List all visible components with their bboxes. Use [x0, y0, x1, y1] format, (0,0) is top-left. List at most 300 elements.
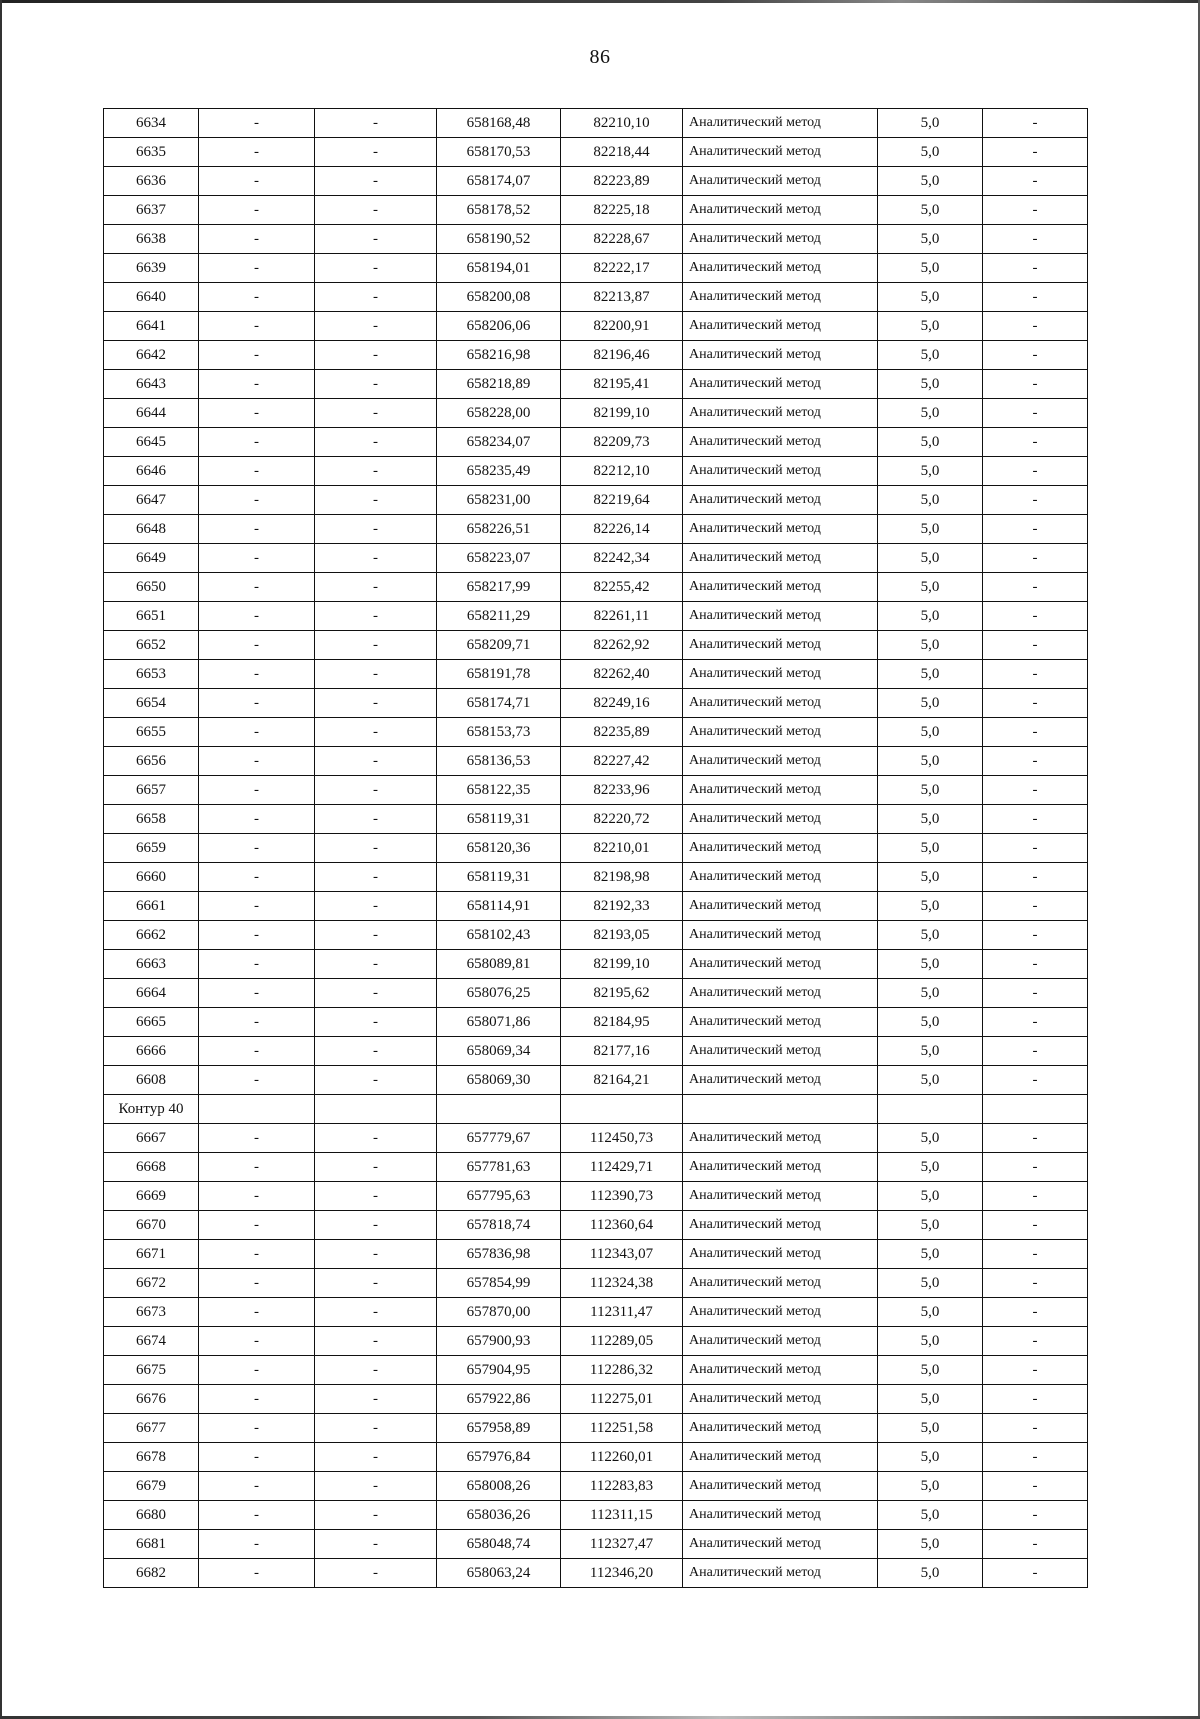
- y-old-cell: -: [315, 428, 437, 457]
- x-old-cell: -: [199, 1269, 315, 1298]
- table-row: [104, 196, 1088, 225]
- method-cell: Аналитический метод: [683, 254, 878, 283]
- description-cell: -: [983, 1414, 1088, 1443]
- method-cell: Аналитический метод: [683, 863, 878, 892]
- y-coordinate-cell: 82198,98: [561, 863, 683, 892]
- method-cell: Аналитический метод: [683, 1182, 878, 1211]
- method-cell: Аналитический метод: [683, 1559, 878, 1588]
- table-row: [104, 1182, 1088, 1211]
- x-old-cell: -: [199, 1066, 315, 1095]
- y-coordinate-cell: 82177,16: [561, 1037, 683, 1066]
- y-coordinate-cell: 112260,01: [561, 1443, 683, 1472]
- description-cell: -: [983, 225, 1088, 254]
- accuracy-cell: 5,0: [878, 428, 983, 457]
- point-number-cell: 6675: [104, 1356, 199, 1385]
- description-cell: [983, 1095, 1088, 1124]
- description-cell: -: [983, 486, 1088, 515]
- accuracy-cell: 5,0: [878, 515, 983, 544]
- x-old-cell: -: [199, 747, 315, 776]
- x-coordinate-cell: 658235,49: [437, 457, 561, 486]
- table-row: [104, 1472, 1088, 1501]
- x-old-cell: -: [199, 718, 315, 747]
- y-old-cell: -: [315, 1443, 437, 1472]
- y-old-cell: -: [315, 167, 437, 196]
- x-coordinate-cell: 657779,67: [437, 1124, 561, 1153]
- table-row: [104, 283, 1088, 312]
- x-coordinate-cell: 658200,08: [437, 283, 561, 312]
- accuracy-cell: 5,0: [878, 544, 983, 573]
- y-old-cell: -: [315, 1472, 437, 1501]
- x-coordinate-cell: 658211,29: [437, 602, 561, 631]
- description-cell: -: [983, 689, 1088, 718]
- y-old-cell: -: [315, 196, 437, 225]
- table-row: [104, 1443, 1088, 1472]
- y-coordinate-cell: 112311,47: [561, 1298, 683, 1327]
- point-number-cell: 6660: [104, 863, 199, 892]
- x-old-cell: -: [199, 631, 315, 660]
- x-coordinate-cell: 658170,53: [437, 138, 561, 167]
- accuracy-cell: 5,0: [878, 573, 983, 602]
- y-old-cell: -: [315, 1356, 437, 1385]
- description-cell: -: [983, 863, 1088, 892]
- y-old-cell: -: [315, 718, 437, 747]
- method-cell: Аналитический метод: [683, 921, 878, 950]
- x-old-cell: -: [199, 573, 315, 602]
- description-cell: -: [983, 1182, 1088, 1211]
- accuracy-cell: 5,0: [878, 776, 983, 805]
- x-old-cell: -: [199, 1124, 315, 1153]
- table-row: [104, 660, 1088, 689]
- point-number-cell: 6658: [104, 805, 199, 834]
- description-cell: -: [983, 457, 1088, 486]
- y-coordinate-cell: 82242,34: [561, 544, 683, 573]
- accuracy-cell: 5,0: [878, 341, 983, 370]
- table-row: [104, 834, 1088, 863]
- method-cell: Аналитический метод: [683, 1124, 878, 1153]
- y-old-cell: -: [315, 660, 437, 689]
- y-coordinate-cell: 82196,46: [561, 341, 683, 370]
- accuracy-cell: 5,0: [878, 1356, 983, 1385]
- description-cell: -: [983, 1153, 1088, 1182]
- y-old-cell: -: [315, 1385, 437, 1414]
- point-number-cell: 6671: [104, 1240, 199, 1269]
- x-coordinate-cell: 658036,26: [437, 1501, 561, 1530]
- y-coordinate-cell: 112251,58: [561, 1414, 683, 1443]
- x-coordinate-cell: 658218,89: [437, 370, 561, 399]
- method-cell: Аналитический метод: [683, 689, 878, 718]
- method-cell: Аналитический метод: [683, 428, 878, 457]
- y-coordinate-cell: 82193,05: [561, 921, 683, 950]
- description-cell: -: [983, 254, 1088, 283]
- description-cell: -: [983, 1211, 1088, 1240]
- x-old-cell: -: [199, 341, 315, 370]
- accuracy-cell: 5,0: [878, 1385, 983, 1414]
- description-cell: -: [983, 1066, 1088, 1095]
- description-cell: -: [983, 631, 1088, 660]
- description-cell: -: [983, 1472, 1088, 1501]
- x-old-cell: -: [199, 109, 315, 138]
- accuracy-cell: 5,0: [878, 1037, 983, 1066]
- table-row: [104, 1559, 1088, 1588]
- description-cell: -: [983, 1530, 1088, 1559]
- x-coordinate-cell: 658174,71: [437, 689, 561, 718]
- x-old-cell: -: [199, 457, 315, 486]
- y-coordinate-cell: 82233,96: [561, 776, 683, 805]
- point-number-cell: 6608: [104, 1066, 199, 1095]
- x-coordinate-cell: 658223,07: [437, 544, 561, 573]
- point-number-cell: 6668: [104, 1153, 199, 1182]
- accuracy-cell: 5,0: [878, 805, 983, 834]
- point-number-cell: 6650: [104, 573, 199, 602]
- description-cell: -: [983, 1356, 1088, 1385]
- description-cell: -: [983, 283, 1088, 312]
- point-number-cell: 6653: [104, 660, 199, 689]
- table-row: [104, 1066, 1088, 1095]
- y-old-cell: -: [315, 602, 437, 631]
- description-cell: -: [983, 834, 1088, 863]
- y-old-cell: -: [315, 805, 437, 834]
- point-number-cell: 6652: [104, 631, 199, 660]
- x-old-cell: -: [199, 1472, 315, 1501]
- y-old-cell: -: [315, 515, 437, 544]
- table-row: [104, 167, 1088, 196]
- method-cell: Аналитический метод: [683, 950, 878, 979]
- method-cell: Аналитический метод: [683, 1443, 878, 1472]
- description-cell: -: [983, 718, 1088, 747]
- point-number-cell: 6646: [104, 457, 199, 486]
- y-old-cell: -: [315, 1066, 437, 1095]
- method-cell: Аналитический метод: [683, 834, 878, 863]
- accuracy-cell: 5,0: [878, 1008, 983, 1037]
- accuracy-cell: 5,0: [878, 225, 983, 254]
- scan-edge-left: [0, 0, 2, 1719]
- accuracy-cell: 5,0: [878, 1414, 983, 1443]
- x-old-cell: -: [199, 1530, 315, 1559]
- description-cell: -: [983, 515, 1088, 544]
- y-coordinate-cell: 82219,64: [561, 486, 683, 515]
- y-coordinate-cell: 82213,87: [561, 283, 683, 312]
- x-old-cell: -: [199, 138, 315, 167]
- method-cell: Аналитический метод: [683, 283, 878, 312]
- point-number-cell: 6682: [104, 1559, 199, 1588]
- description-cell: -: [983, 167, 1088, 196]
- table-row: [104, 1240, 1088, 1269]
- y-coordinate-cell: 112275,01: [561, 1385, 683, 1414]
- x-old-cell: -: [199, 1153, 315, 1182]
- y-old-cell: -: [315, 1269, 437, 1298]
- table-row: [104, 631, 1088, 660]
- point-number-cell: 6637: [104, 196, 199, 225]
- point-number-cell: 6640: [104, 283, 199, 312]
- x-old-cell: -: [199, 602, 315, 631]
- y-old-cell: -: [315, 747, 437, 776]
- point-number-cell: 6676: [104, 1385, 199, 1414]
- x-coordinate-cell: 658119,31: [437, 805, 561, 834]
- y-coordinate-cell: 82223,89: [561, 167, 683, 196]
- y-coordinate-cell: 82262,92: [561, 631, 683, 660]
- y-coordinate-cell: 82228,67: [561, 225, 683, 254]
- description-cell: -: [983, 1008, 1088, 1037]
- y-old-cell: -: [315, 892, 437, 921]
- y-coordinate-cell: 112360,64: [561, 1211, 683, 1240]
- point-number-cell: 6680: [104, 1501, 199, 1530]
- method-cell: Аналитический метод: [683, 1327, 878, 1356]
- method-cell: Аналитический метод: [683, 892, 878, 921]
- x-coordinate-cell: 658228,00: [437, 399, 561, 428]
- accuracy-cell: 5,0: [878, 1530, 983, 1559]
- table-row: [104, 341, 1088, 370]
- point-number-cell: 6661: [104, 892, 199, 921]
- point-number-cell: 6636: [104, 167, 199, 196]
- description-cell: -: [983, 1559, 1088, 1588]
- method-cell: Аналитический метод: [683, 457, 878, 486]
- table-row: [104, 486, 1088, 515]
- y-coordinate-cell: 112286,32: [561, 1356, 683, 1385]
- x-coordinate-cell: 658174,07: [437, 167, 561, 196]
- point-number-cell: 6634: [104, 109, 199, 138]
- y-coordinate-cell: 82210,10: [561, 109, 683, 138]
- table-row: [104, 1414, 1088, 1443]
- table-row: [104, 1037, 1088, 1066]
- accuracy-cell: 5,0: [878, 602, 983, 631]
- point-number-cell: 6679: [104, 1472, 199, 1501]
- table-row: [104, 312, 1088, 341]
- x-old-cell: -: [199, 486, 315, 515]
- point-number-cell: 6638: [104, 225, 199, 254]
- y-coordinate-cell: 82199,10: [561, 399, 683, 428]
- method-cell: Аналитический метод: [683, 1414, 878, 1443]
- x-coordinate-cell: 658114,91: [437, 892, 561, 921]
- y-old-cell: -: [315, 254, 437, 283]
- y-old-cell: -: [315, 544, 437, 573]
- accuracy-cell: 5,0: [878, 399, 983, 428]
- description-cell: -: [983, 1037, 1088, 1066]
- method-cell: Аналитический метод: [683, 196, 878, 225]
- point-number-cell: 6670: [104, 1211, 199, 1240]
- x-old-cell: -: [199, 544, 315, 573]
- x-old-cell: -: [199, 660, 315, 689]
- description-cell: -: [983, 1327, 1088, 1356]
- table-row: [104, 225, 1088, 254]
- x-coordinate-cell: 657854,99: [437, 1269, 561, 1298]
- x-coordinate-cell: 658206,06: [437, 312, 561, 341]
- x-coordinate-cell: [437, 1095, 561, 1124]
- y-coordinate-cell: 82261,11: [561, 602, 683, 631]
- y-coordinate-cell: 112450,73: [561, 1124, 683, 1153]
- accuracy-cell: 5,0: [878, 167, 983, 196]
- accuracy-cell: 5,0: [878, 1269, 983, 1298]
- method-cell: Аналитический метод: [683, 515, 878, 544]
- method-cell: Аналитический метод: [683, 1211, 878, 1240]
- method-cell: Аналитический метод: [683, 544, 878, 573]
- x-old-cell: -: [199, 776, 315, 805]
- x-coordinate-cell: 658217,99: [437, 573, 561, 602]
- method-cell: Аналитический метод: [683, 312, 878, 341]
- y-coordinate-cell: 82200,91: [561, 312, 683, 341]
- coordinates-table-body: [104, 109, 1088, 1588]
- x-coordinate-cell: 658119,31: [437, 863, 561, 892]
- point-number-cell: 6663: [104, 950, 199, 979]
- method-cell: Аналитический метод: [683, 979, 878, 1008]
- table-row: [104, 602, 1088, 631]
- description-cell: -: [983, 1501, 1088, 1530]
- method-cell: Аналитический метод: [683, 602, 878, 631]
- accuracy-cell: 5,0: [878, 1443, 983, 1472]
- x-old-cell: -: [199, 1327, 315, 1356]
- table-row: [104, 544, 1088, 573]
- x-old-cell: -: [199, 689, 315, 718]
- y-old-cell: -: [315, 1153, 437, 1182]
- x-old-cell: -: [199, 1385, 315, 1414]
- y-old-cell: -: [315, 1211, 437, 1240]
- table-row: [104, 1385, 1088, 1414]
- x-coordinate-cell: 658089,81: [437, 950, 561, 979]
- table-row: [104, 1298, 1088, 1327]
- x-old-cell: -: [199, 1414, 315, 1443]
- point-number-cell: 6651: [104, 602, 199, 631]
- y-old-cell: -: [315, 689, 437, 718]
- accuracy-cell: 5,0: [878, 979, 983, 1008]
- table-row: [104, 1501, 1088, 1530]
- y-coordinate-cell: 82184,95: [561, 1008, 683, 1037]
- accuracy-cell: 5,0: [878, 689, 983, 718]
- x-old-cell: -: [199, 167, 315, 196]
- y-old-cell: -: [315, 225, 437, 254]
- x-coordinate-cell: 657958,89: [437, 1414, 561, 1443]
- y-coordinate-cell: 82164,21: [561, 1066, 683, 1095]
- accuracy-cell: 5,0: [878, 1182, 983, 1211]
- accuracy-cell: 5,0: [878, 747, 983, 776]
- x-coordinate-cell: 658153,73: [437, 718, 561, 747]
- x-old-cell: [199, 1095, 315, 1124]
- x-old-cell: -: [199, 979, 315, 1008]
- y-coordinate-cell: 112283,83: [561, 1472, 683, 1501]
- point-number-cell: 6667: [104, 1124, 199, 1153]
- table-row: [104, 457, 1088, 486]
- description-cell: -: [983, 1385, 1088, 1414]
- point-number-cell: 6659: [104, 834, 199, 863]
- y-old-cell: -: [315, 1298, 437, 1327]
- x-old-cell: -: [199, 1356, 315, 1385]
- description-cell: -: [983, 312, 1088, 341]
- point-number-cell: 6635: [104, 138, 199, 167]
- point-number-cell: 6672: [104, 1269, 199, 1298]
- description-cell: -: [983, 1269, 1088, 1298]
- accuracy-cell: 5,0: [878, 1472, 983, 1501]
- method-cell: Аналитический метод: [683, 109, 878, 138]
- table-row: [104, 776, 1088, 805]
- x-old-cell: -: [199, 1443, 315, 1472]
- x-coordinate-cell: 657904,95: [437, 1356, 561, 1385]
- description-cell: -: [983, 544, 1088, 573]
- y-old-cell: -: [315, 631, 437, 660]
- x-old-cell: -: [199, 196, 315, 225]
- accuracy-cell: 5,0: [878, 718, 983, 747]
- x-old-cell: -: [199, 1008, 315, 1037]
- x-coordinate-cell: 658226,51: [437, 515, 561, 544]
- y-old-cell: -: [315, 1240, 437, 1269]
- description-cell: -: [983, 747, 1088, 776]
- x-coordinate-cell: 657781,63: [437, 1153, 561, 1182]
- y-old-cell: -: [315, 921, 437, 950]
- y-coordinate-cell: 82255,42: [561, 573, 683, 602]
- description-cell: -: [983, 399, 1088, 428]
- x-old-cell: -: [199, 892, 315, 921]
- description-cell: -: [983, 892, 1088, 921]
- x-coordinate-cell: 657870,00: [437, 1298, 561, 1327]
- x-coordinate-cell: 658071,86: [437, 1008, 561, 1037]
- point-number-cell: 6666: [104, 1037, 199, 1066]
- accuracy-cell: 5,0: [878, 312, 983, 341]
- x-coordinate-cell: 658122,35: [437, 776, 561, 805]
- description-cell: -: [983, 1298, 1088, 1327]
- accuracy-cell: 5,0: [878, 1501, 983, 1530]
- method-cell: Аналитический метод: [683, 1269, 878, 1298]
- description-cell: -: [983, 921, 1088, 950]
- y-coordinate-cell: 112311,15: [561, 1501, 683, 1530]
- table-row: [104, 1356, 1088, 1385]
- table-row: [104, 399, 1088, 428]
- description-cell: -: [983, 196, 1088, 225]
- y-old-cell: [315, 1095, 437, 1124]
- y-coordinate-cell: 82220,72: [561, 805, 683, 834]
- x-old-cell: -: [199, 254, 315, 283]
- point-number-cell: 6639: [104, 254, 199, 283]
- x-old-cell: -: [199, 834, 315, 863]
- point-number-cell: 6647: [104, 486, 199, 515]
- method-cell: [683, 1095, 878, 1124]
- y-old-cell: -: [315, 1008, 437, 1037]
- description-cell: -: [983, 950, 1088, 979]
- table-row: [104, 921, 1088, 950]
- description-cell: -: [983, 138, 1088, 167]
- point-number-cell: 6645: [104, 428, 199, 457]
- y-coordinate-cell: 112343,07: [561, 1240, 683, 1269]
- method-cell: Аналитический метод: [683, 1240, 878, 1269]
- x-coordinate-cell: 658069,30: [437, 1066, 561, 1095]
- table-row: [104, 1153, 1088, 1182]
- method-cell: Аналитический метод: [683, 747, 878, 776]
- description-cell: -: [983, 1443, 1088, 1472]
- y-coordinate-cell: 82235,89: [561, 718, 683, 747]
- x-coordinate-cell: 658209,71: [437, 631, 561, 660]
- description-cell: -: [983, 602, 1088, 631]
- y-old-cell: -: [315, 312, 437, 341]
- y-coordinate-cell: 82199,10: [561, 950, 683, 979]
- x-coordinate-cell: 658063,24: [437, 1559, 561, 1588]
- y-old-cell: -: [315, 1182, 437, 1211]
- table-row: [104, 1327, 1088, 1356]
- method-cell: Аналитический метод: [683, 1008, 878, 1037]
- accuracy-cell: 5,0: [878, 834, 983, 863]
- y-coordinate-cell: 82227,42: [561, 747, 683, 776]
- accuracy-cell: 5,0: [878, 1066, 983, 1095]
- accuracy-cell: 5,0: [878, 1211, 983, 1240]
- point-number-cell: 6654: [104, 689, 199, 718]
- x-old-cell: -: [199, 1559, 315, 1588]
- accuracy-cell: 5,0: [878, 283, 983, 312]
- description-cell: -: [983, 109, 1088, 138]
- point-number-cell: 6642: [104, 341, 199, 370]
- method-cell: Аналитический метод: [683, 1385, 878, 1414]
- point-number-cell: 6643: [104, 370, 199, 399]
- x-old-cell: -: [199, 863, 315, 892]
- scan-edge-top: [0, 0, 1200, 3]
- y-old-cell: -: [315, 1559, 437, 1588]
- method-cell: Аналитический метод: [683, 1298, 878, 1327]
- x-coordinate-cell: 658102,43: [437, 921, 561, 950]
- accuracy-cell: 5,0: [878, 109, 983, 138]
